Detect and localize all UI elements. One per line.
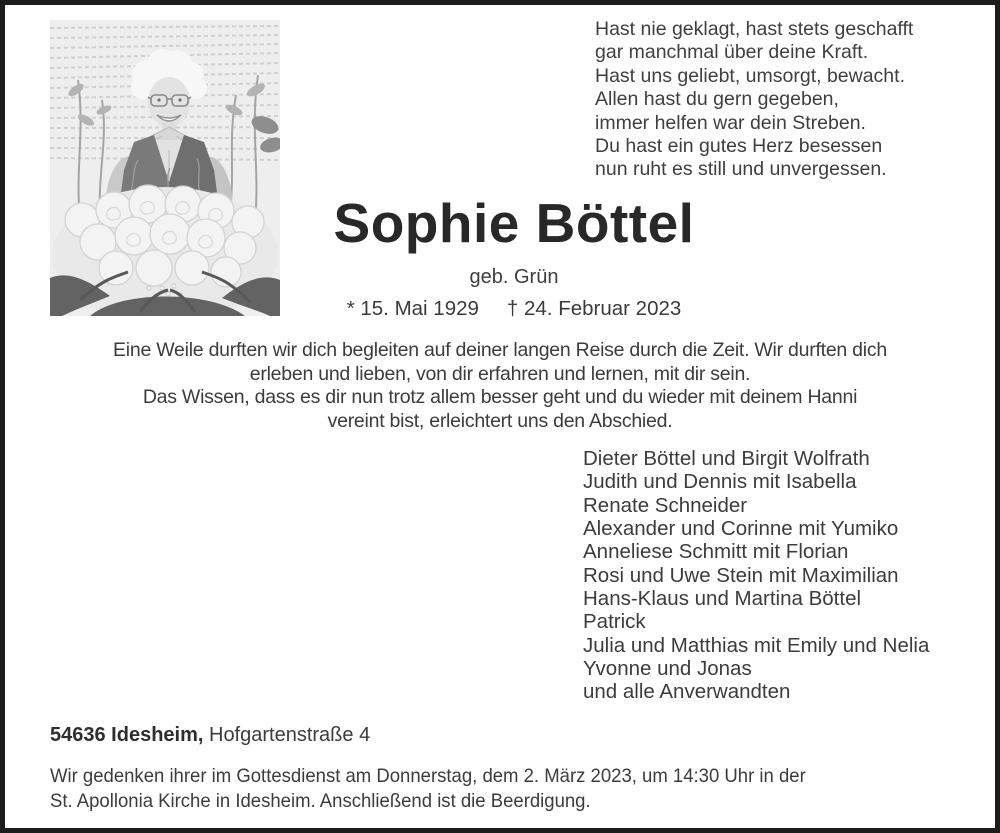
- mourner-line: Julia und Matthias mit Emily und Nelia: [583, 633, 930, 657]
- life-dates: [33, 297, 995, 321]
- poem-line: Hast nie geklagt, hast stets geschafft: [595, 18, 914, 40]
- poem-line: nun ruht es still und unvergessen.: [595, 158, 887, 181]
- deceased-name: Sophie Böttel: [333, 192, 695, 254]
- tribute-line: vereint bist, erleichtert uns den Abschied.: [327, 409, 673, 432]
- poem: [595, 18, 913, 182]
- birth-date: * 15. Mai 1929: [346, 297, 479, 320]
- tribute-line: Eine Weile durften wir dich begleiten auf deiner langen Reise durch die Zeit. Wir durften dich: [113, 339, 887, 361]
- tribute-line: erleben und lieben, von dir erfahren und lernen, mit dir sein.: [249, 362, 751, 385]
- mourner-line: Alexander und Corinne mit Yumiko: [583, 517, 899, 541]
- service-line: Wir gedenken ihrer im Gottesdienst am Donnerstag, dem 2. März 2023, um 14:30 Uhr in der: [50, 765, 806, 787]
- mourner-line: Renate Schneider: [583, 493, 748, 517]
- mourner-line: Patrick: [583, 610, 646, 634]
- mourner-line: und alle Anverwandten: [583, 680, 791, 704]
- tribute-text: [5, 339, 995, 433]
- address-street: Hofgartenstraße 4: [203, 724, 371, 746]
- poem-line: immer helfen war dein Streben.: [595, 111, 866, 134]
- poem-line: gar manchmal über deine Kraft.: [595, 41, 869, 64]
- mourner-line: Judith und Dennis mit Isabella: [583, 470, 857, 494]
- mourners-list: [583, 447, 929, 704]
- service-line: St. Apollonia Kirche in Idesheim. Anschließend ist die Beerdigung.: [50, 790, 591, 813]
- mourner-line: Dieter Böttel und Birgit Wolfrath: [583, 447, 870, 470]
- mourner-line: Rosi und Uwe Stein mit Maximilian: [583, 563, 899, 587]
- mourner-line: Yvonne und Jonas: [583, 657, 752, 681]
- death-date: † 24. Februar 2023: [506, 297, 682, 320]
- poem-line: Du hast ein gutes Herz besessen: [595, 135, 883, 158]
- address-line: [50, 724, 370, 747]
- address-city: 54636 Idesheim,: [50, 724, 204, 746]
- poem-line: Hast uns geliebt, umsorgt, bewacht.: [595, 64, 905, 87]
- service-info: [50, 764, 806, 815]
- mourner-line: Anneliese Schmitt mit Florian: [583, 540, 849, 564]
- poem-line: Allen hast du gern gegeben,: [595, 88, 839, 111]
- tribute-line: Das Wissen, dass es dir nun trotz allem besser geht und du wieder mit deinem Hanni: [142, 386, 858, 409]
- mourner-line: Hans-Klaus und Martina Böttel: [583, 587, 862, 611]
- maiden-name: geb. Grün: [469, 266, 559, 288]
